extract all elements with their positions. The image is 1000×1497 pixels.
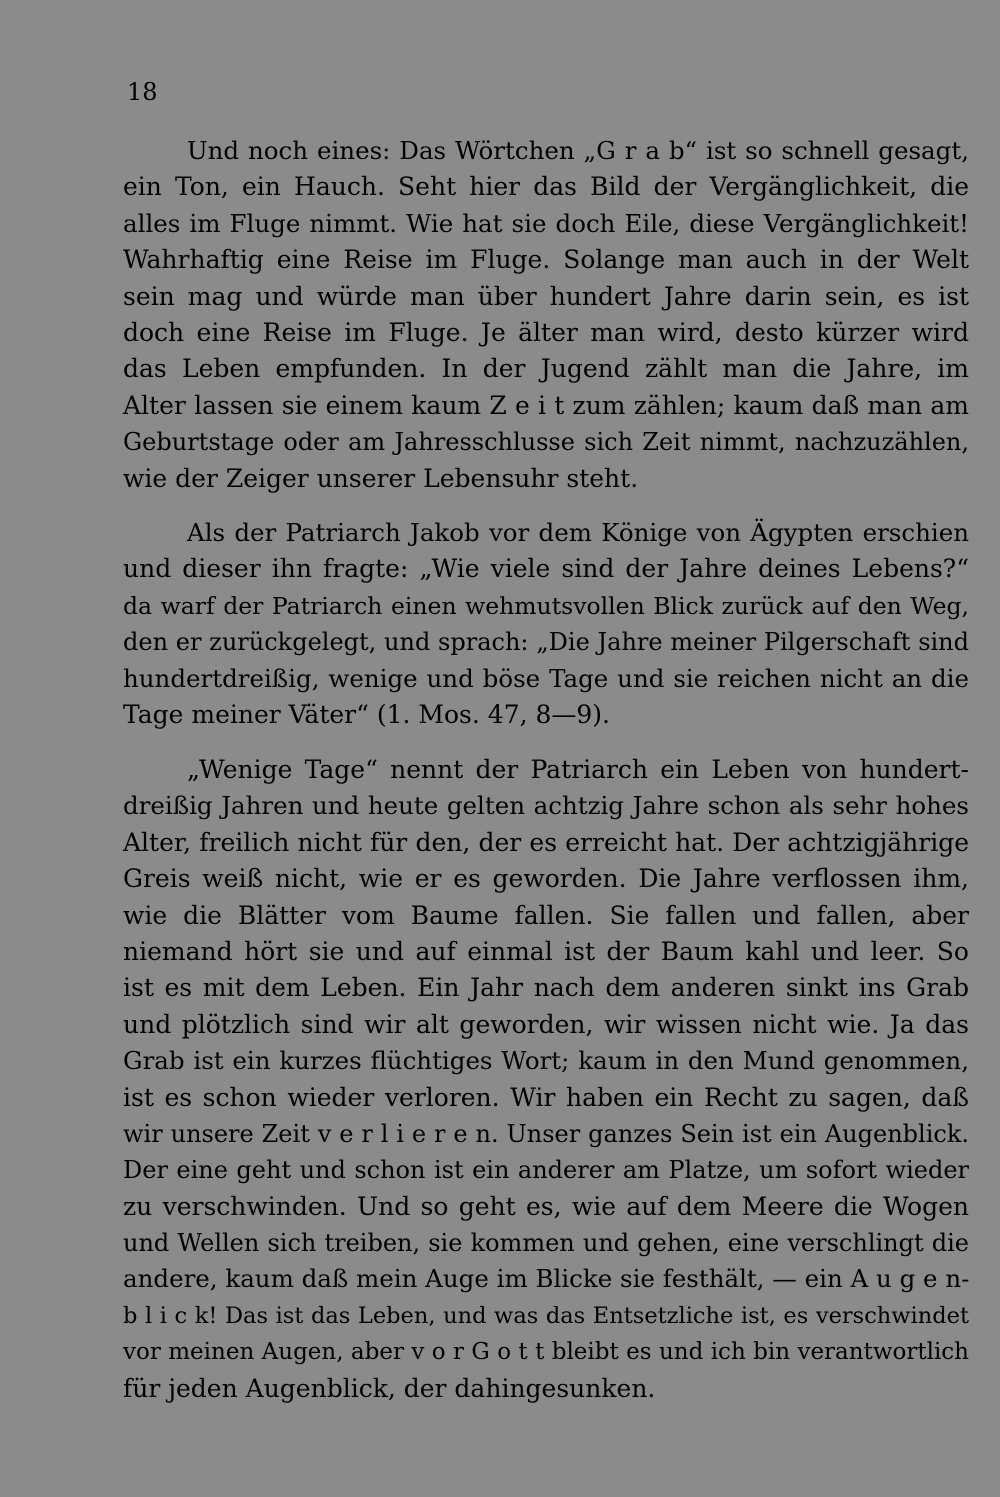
text-line: und plötzlich sind wir alt geworden, wir wissen nicht wie. Ja das	[123, 1009, 969, 1039]
text-line: sein mag und würde man über hundert Jahre darin sein, es ist	[123, 281, 969, 311]
text-line: ist es schon wieder verloren. Wir haben ein Recht zu sagen, daß	[123, 1082, 969, 1112]
text-line: wie die Blätter vom Baume fallen. Sie fallen und fallen, aber	[123, 900, 969, 930]
text-line: und Wellen sich treiben, sie kommen und gehen, eine verschlingt die	[123, 1229, 969, 1258]
text-line: Alter lassen sie einem kaum Z e i t zum zählen; kaum daß man am	[123, 390, 969, 420]
text-line: da warf der Patriarch einen wehmutsvollen Blick zurück auf den Weg,	[123, 591, 969, 620]
text-line: ein Ton, ein Hauch. Seht hier das Bild der Vergänglichkeit, die	[123, 172, 969, 202]
text-line: „Wenige Tage“ nennt der Patriarch ein Leben von hundert-	[187, 755, 969, 784]
text-line: dreißig Jahren und heute gelten achtzig Jahre schon als sehr hohes	[123, 791, 969, 821]
text-line: zu verschwinden. Und so geht es, wie auf dem Meere die Wogen	[123, 1191, 969, 1221]
text-line: den er zurückgelegt, und sprach: „Die Jahre meiner Pilgerschaft sind	[123, 628, 969, 657]
text-line: Wahrhaftig eine Reise im Fluge. Solange man auch in der Welt	[123, 245, 969, 275]
text-line: Als der Patriarch Jakob vor dem Könige von Ägypten erschien	[187, 518, 969, 547]
text-line: ist es mit dem Leben. Ein Jahr nach dem anderen sinkt ins Grab	[123, 973, 969, 1003]
text-line: Alter, freilich nicht für den, der es erreicht hat. Der achtzigjährige	[123, 827, 969, 857]
text-line: doch eine Reise im Fluge. Je älter man wird, desto kürzer wird	[123, 317, 969, 347]
paragraph-3	[123, 752, 969, 1407]
text-line: Grab ist ein kurzes flüchtiges Wort; kaum in den Mund genommen,	[123, 1046, 969, 1076]
text-line: Der eine geht und schon ist ein anderer am Platze, um sofort wieder	[123, 1156, 969, 1185]
text-line: für jeden Augenblick, der dahingesunken.	[123, 1373, 656, 1403]
page-number: 18	[127, 78, 158, 106]
text-line: b l i c k! Das ist das Leben, und was das Entsetzliche ist, es verschwindet	[123, 1302, 969, 1329]
paragraph-1	[123, 133, 969, 497]
paragraph-2	[123, 515, 969, 733]
text-line: Geburtstage oder am Jahresschlusse sich Zeit nimmt, nachzuzählen,	[123, 428, 969, 457]
text-line: niemand hört sie und auf einmal ist der Baum kahl und leer. So	[123, 936, 969, 966]
text-line: alles im Fluge nimmt. Wie hat sie doch Eile, diese Vergänglichkeit!	[123, 208, 969, 238]
text-line: vor meinen Augen, aber v o r G o t t bleibt es und ich bin verantwortlich	[123, 1339, 969, 1366]
text-line: Tage meiner Väter“ (1. Mos. 47, 8—9).	[123, 699, 610, 729]
text-line: wie der Zeiger unserer Lebensuhr steht.	[123, 463, 639, 493]
text-line: hundertdreißig, wenige und böse Tage und sie reichen nicht an die	[123, 663, 969, 693]
text-line: und dieser ihn fragte: „Wie viele sind der Jahre deines Lebens?“	[123, 554, 969, 584]
text-line: das Leben empfunden. In der Jugend zählt man die Jahre, im	[123, 354, 969, 384]
text-line: wir unsere Zeit v e r l i e r e n. Unser ganzes Sein ist ein Augenblick.	[123, 1119, 969, 1148]
text-line: Und noch eines: Das Wörtchen „G r a b“ ist so schnell gesagt,	[187, 136, 969, 165]
text-line: andere, kaum daß mein Auge im Blicke sie festhält, — ein A u g e n-	[123, 1264, 970, 1294]
text-line: Greis weiß nicht, wie er es geworden. Die Jahre verflossen ihm,	[123, 864, 969, 894]
